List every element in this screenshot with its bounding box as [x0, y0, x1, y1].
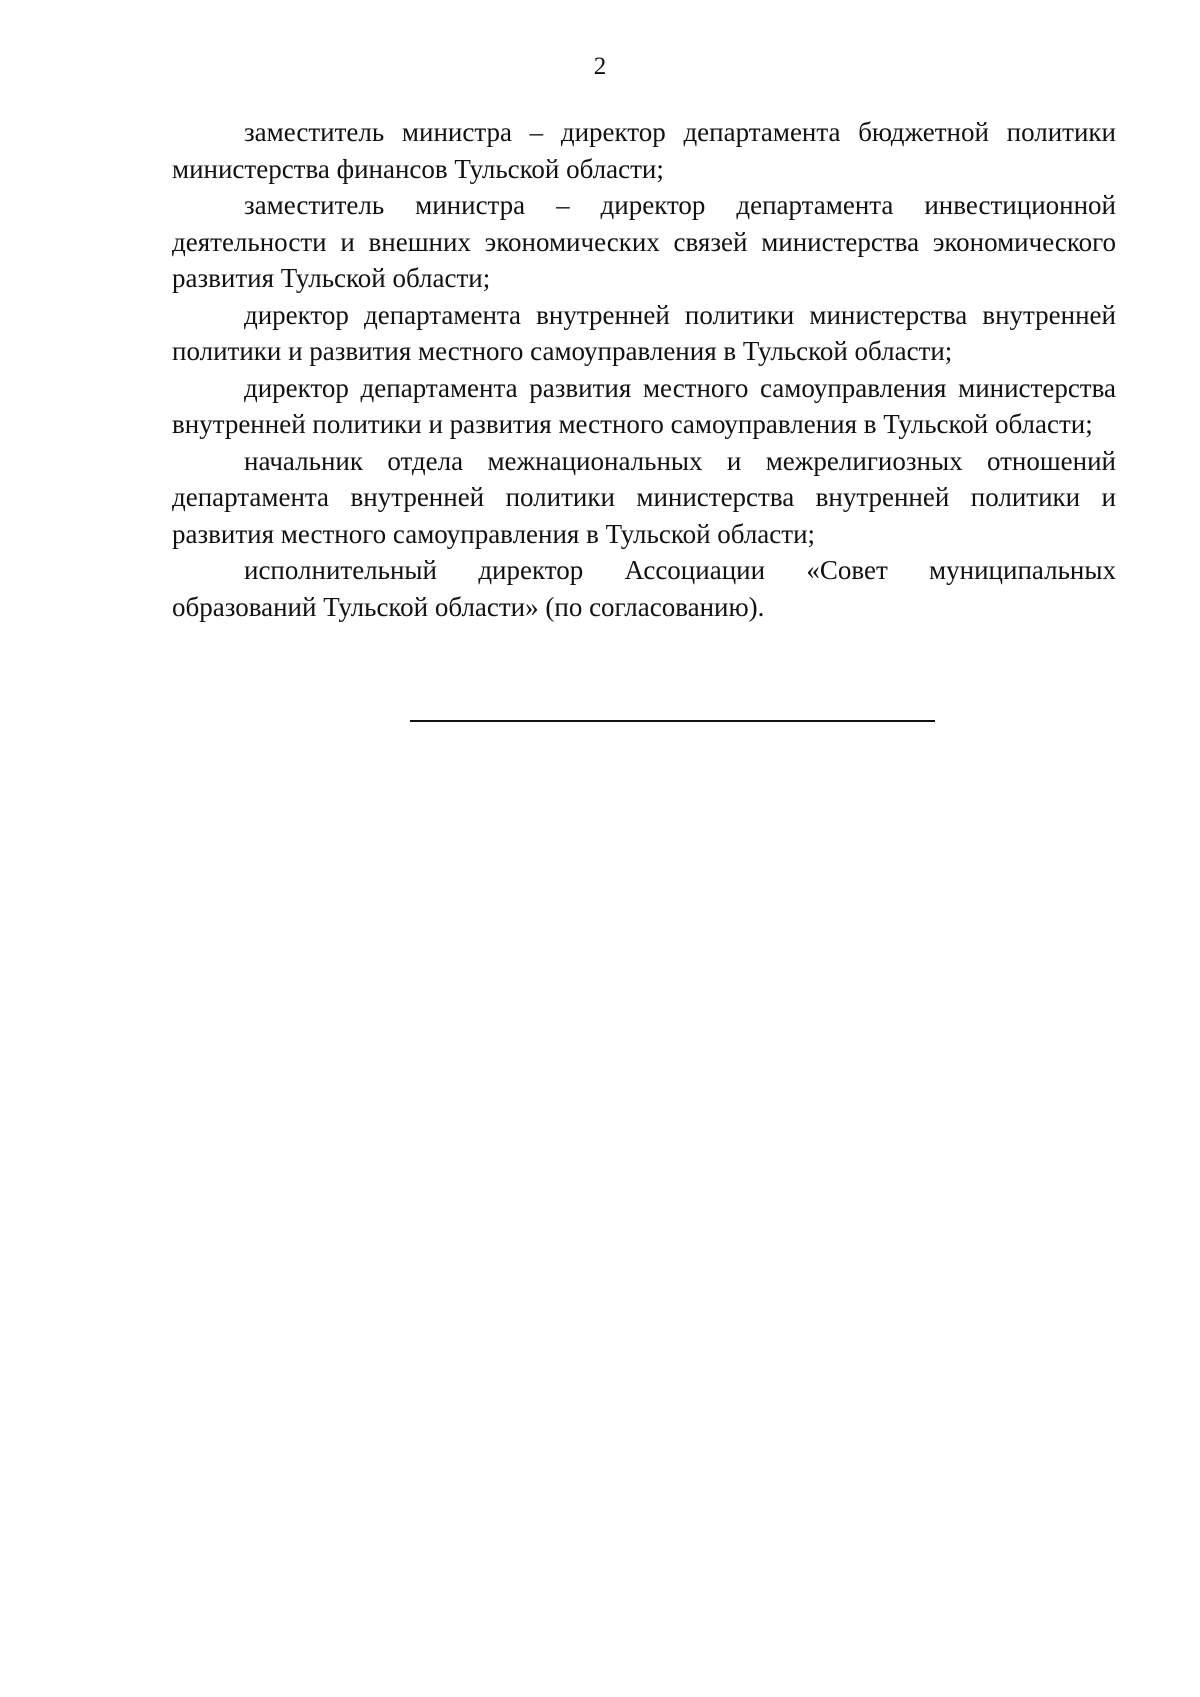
list-item-budget-policy-director: заместитель министра – директор департамента бюджетной политики министерства финансов Тульской области;	[172, 117, 1116, 184]
list-item-investment-director: заместитель министра – директор департамента инвестиционной деятельности и внешних экономических связей министерства экономического развития Тульской области;	[172, 190, 1116, 293]
document-body	[172, 114, 1116, 625]
page-number: 2	[593, 53, 607, 80]
list-item-internal-policy-director: директор департамента внутренней политики министерства внутренней политики и развития местного самоуправления в Тульской области;	[172, 299, 1116, 366]
list-item-local-government-director: директор департамента развития местного самоуправления министерства внутренней политики и развития местного самоуправления в Тульской области;	[172, 372, 1116, 439]
list-item-association-executive-director: исполнительный директор Ассоциации «Совет муниципальных образований Тульской области» (по согласованию).	[172, 555, 1116, 622]
list-item-interethnic-relations-head: начальник отдела межнациональных и межрелигиозных отношений департамента внутренней политики министерства внутренней политики и развития местного самоуправления в Тульской области;	[172, 445, 1116, 549]
end-of-list-separator	[410, 720, 935, 722]
